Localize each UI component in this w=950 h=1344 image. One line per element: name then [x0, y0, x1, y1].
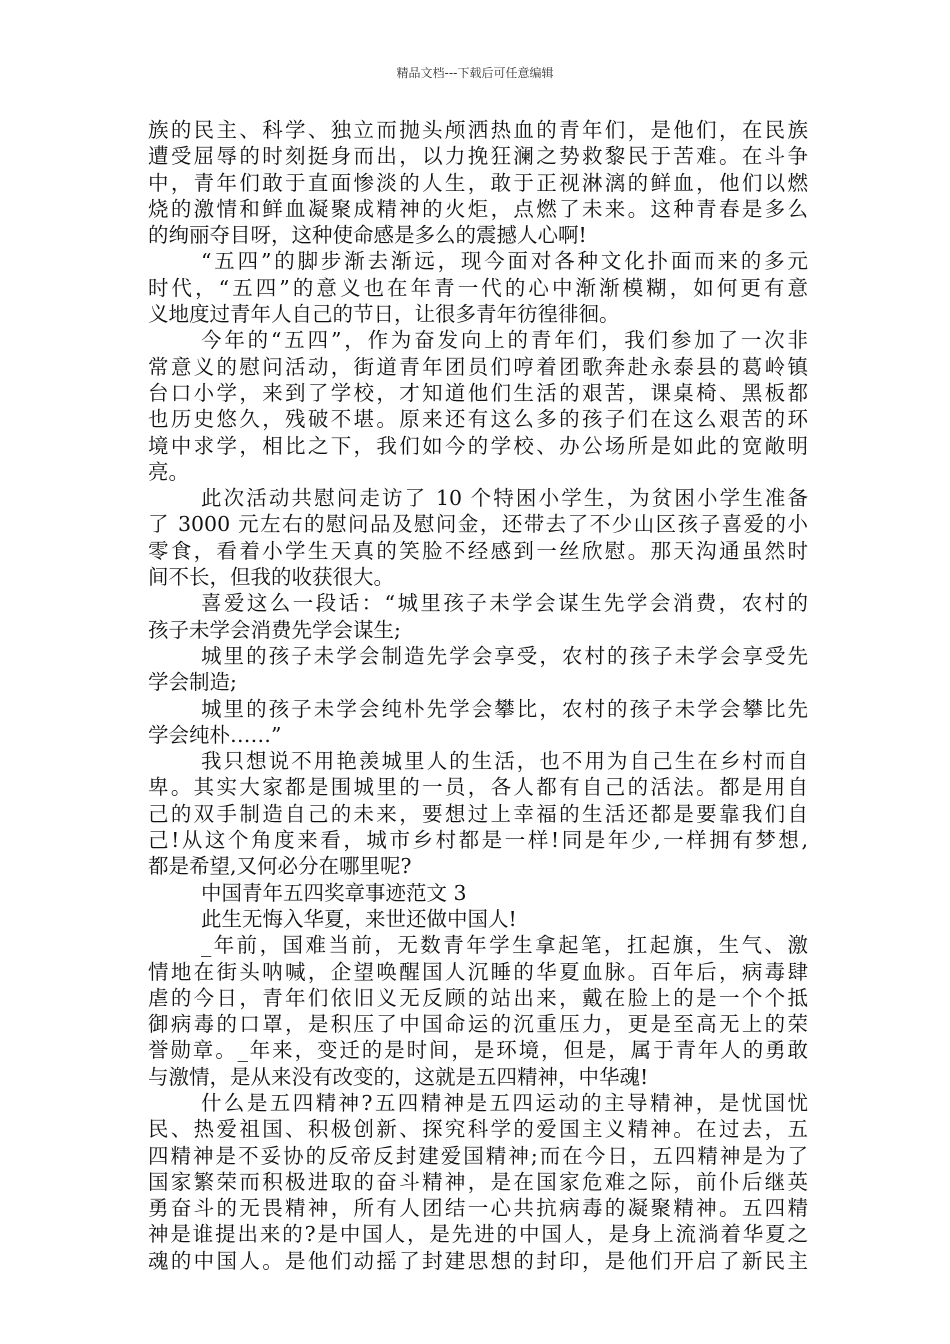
text-line: 烧的激情和鲜血凝聚成精神的火炬，点燃了未来。这种青春是多么 [148, 196, 808, 221]
text-line: 城里的孩子未学会纯朴先学会攀比，农村的孩子未学会攀比先 [201, 696, 808, 721]
body-text [148, 117, 808, 1274]
text-line: 孩子未学会消费先学会谋生; [148, 617, 401, 642]
text-line: 今年的“五四”，作为奋发向上的青年们，我们参加了一次非 [201, 328, 808, 353]
text-line: _年前，国难当前，无数青年学生拿起笔，扛起旗，生气、激 [201, 933, 808, 958]
text-line: 魂的中国人。是他们动摇了封建思想的封印，是他们开启了新民主 [148, 1248, 808, 1273]
text-line: 誉勋章。_年来，变迁的是时间，是环境，但是，属于青年人的勇敢 [148, 1038, 808, 1063]
text-line: 卑。其实大家都是围城里的一员，各人都有自己的活法。都是用自 [148, 775, 808, 800]
text-line: 也历史悠久，残破不堪。原来还有这么多的孩子们在这么艰苦的环 [148, 407, 808, 432]
text-line: 御病毒的口罩，是积压了中国命运的沉重压力，更是至高无上的荣 [148, 1012, 808, 1037]
text-line: 勇奋斗的无畏精神，所有人团结一心共抗病毒的凝聚精神。五四精 [148, 1196, 808, 1221]
text-line: 中，青年们敢于直面惨淡的人生，敢于正视淋漓的鲜血，他们以燃 [148, 170, 808, 195]
text-line: 此生无悔入华夏，来世还做中国人! [201, 906, 517, 931]
text-line: 中国青年五四奖章事迹范文 3 [201, 880, 467, 905]
text-line: 喜爱这么一段话：“城里孩子未学会谋生先学会消费，农村的 [201, 591, 808, 616]
text-line: 神是谁提出来的?是中国人，是先进的中国人，是身上流淌着华夏之 [148, 1222, 808, 1247]
text-line: 间不长，但我的收获很大。 [148, 565, 394, 590]
text-line: 与激情，是从来没有改变的，这就是五四精神，中华魂! [148, 1064, 649, 1089]
text-line: 什么是五四精神?五四精神是五四运动的主导精神，是忧国忧 [201, 1090, 808, 1115]
text-line: 境中求学，相比之下，我们如今的学校、办公场所是如此的宽敞明 [148, 433, 808, 458]
text-line: 都是希望,又何必分在哪里呢? [148, 854, 412, 879]
text-line: “五四”的脚步渐去渐远，现今面对各种文化扑面而来的多元 [201, 249, 808, 274]
text-line: 的绚丽夺目呀，这种使命感是多么的震撼人心啊! [148, 223, 587, 248]
text-line: 虐的今日，青年们依旧义无反顾的站出来，戴在脸上的是一个个抵 [148, 985, 808, 1010]
text-line: 台口小学，来到了学校，才知道他们生活的艰苦，课桌椅、黑板都 [148, 380, 808, 405]
text-line: 遭受屈辱的时刻挺身而出，以力挽狂澜之势救黎民于苦难。在斗争 [148, 144, 808, 169]
page-header: 精品文档---下载后可任意编辑 [396, 66, 554, 80]
text-line: 学会制造; [148, 670, 237, 695]
text-line: 己!从这个角度来看，城市乡村都是一样!同是年少,一样拥有梦想, [148, 828, 808, 853]
text-line: 城里的孩子未学会制造先学会享受，农村的孩子未学会享受先 [201, 643, 808, 668]
text-line: 四精神是不妥协的反帝反封建爱国精神;而在今日，五四精神是为了 [148, 1143, 808, 1168]
text-line: 国家繁荣而积极进取的奋斗精神，是在国家危难之际，前仆后继英 [148, 1169, 808, 1194]
text-line: 亮。 [148, 459, 189, 484]
text-line: 了 3000 元左右的慰问品及慰问金，还带去了不少山区孩子喜爱的小 [148, 512, 808, 537]
text-line: 此次活动共慰问走访了 10 个特困小学生，为贫困小学生准备 [201, 486, 808, 511]
text-line: 我只想说不用艳羡城里人的生活，也不用为自己生在乡村而自 [201, 749, 808, 774]
text-line: 学会纯朴……” [148, 722, 282, 747]
text-line: 时代，“五四”的意义也在年青一代的心中渐渐模糊，如何更有意 [148, 275, 808, 300]
text-line: 常意义的慰问活动，街道青年团员们哼着团歌奔赴永泰县的葛岭镇 [148, 354, 808, 379]
text-line: 义地度过青年人自己的节日，让很多青年彷徨徘徊。 [148, 302, 620, 327]
text-line: 情地在街头呐喊，企望唤醒国人沉睡的华夏血脉。百年后，病毒肆 [148, 959, 808, 984]
text-line: 族的民主、科学、独立而抛头颅洒热血的青年们，是他们，在民族 [148, 118, 808, 142]
text-line: 零食，看着小学生天真的笑脸不经感到一丝欣慰。那天沟通虽然时 [148, 538, 808, 563]
text-line: 己的双手制造自己的未来，要想过上幸福的生活还都是要靠我们自 [148, 801, 808, 826]
text-line: 民、热爱祖国、积极创新、探究科学的爱国主义精神。在过去，五 [148, 1117, 808, 1142]
